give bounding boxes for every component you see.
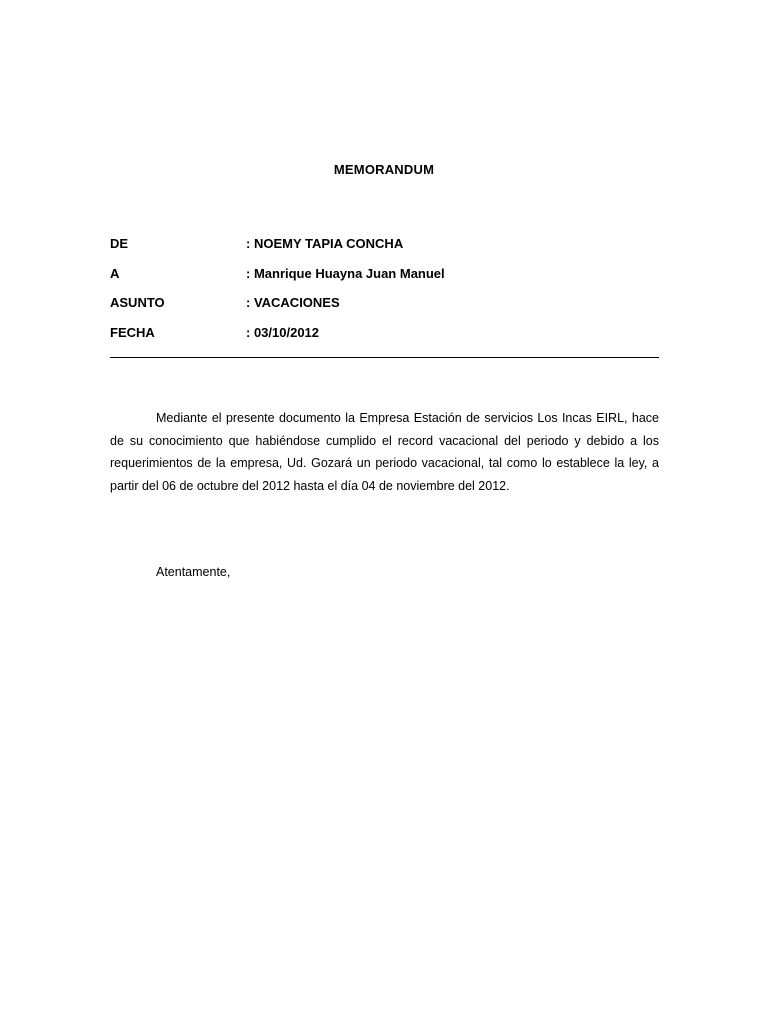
memo-closing: Atentamente, [156, 565, 231, 579]
subject-value: : VACACIONES [246, 295, 340, 310]
header-divider [110, 357, 659, 358]
memo-body-paragraph: Mediante el presente documento la Empresa Estación de servicios Los Incas EIRL, hace de su conocimiento que habiéndose cumplido el record vacacional del periodo y debido a los requerimientos de la empresa, Ud. Gozará un periodo vacacional, tal como lo establece la ley, a partir del 06 de octubre del 2012 hasta el día 04 de noviembre del 2012. [110, 411, 659, 493]
from-label: DE [110, 236, 129, 251]
subject-label: ASUNTO [110, 295, 165, 310]
from-value: : NOEMY TAPIA CONCHA [246, 236, 404, 251]
date-value: : 03/10/2012 [246, 324, 320, 340]
header-row-date [110, 325, 660, 355]
memo-header [110, 236, 660, 354]
date-label: FECHA [110, 324, 155, 340]
memo-title: MEMORANDUM [333, 162, 435, 177]
to-value: : Manrique Huayna Juan Manuel [246, 265, 445, 281]
header-row-to [110, 266, 660, 296]
header-row-subject [110, 295, 660, 325]
header-row-from [110, 236, 660, 266]
to-label: A [110, 265, 120, 281]
